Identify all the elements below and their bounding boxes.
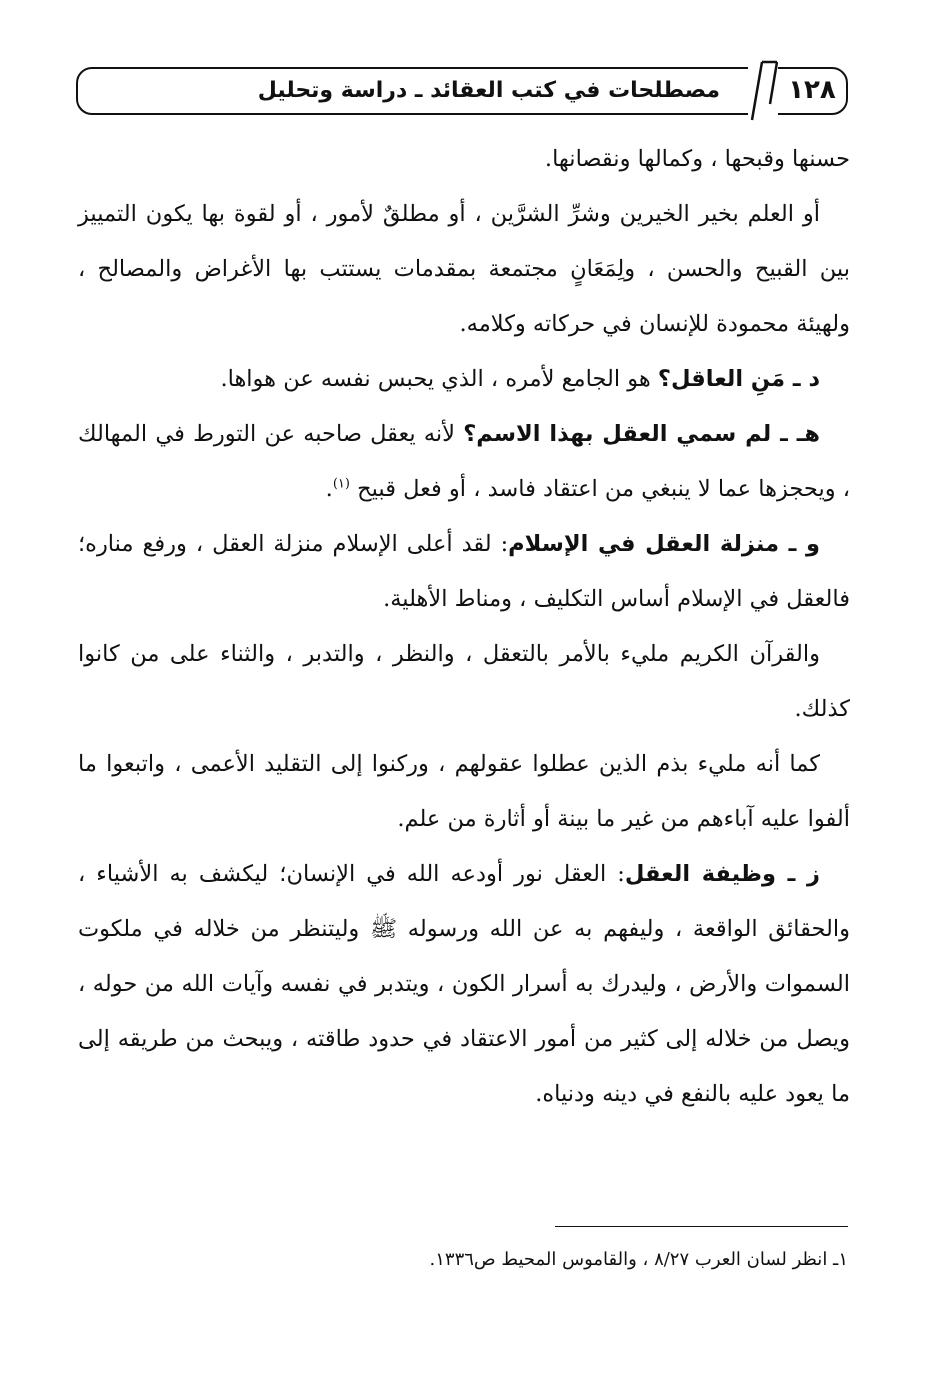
footnote-marker: (١) xyxy=(332,476,350,492)
footnote: ١ـ انظر لسان العرب ٨/٢٧ ، والقاموس المحيط ص١٣٣٦. xyxy=(429,1249,848,1270)
footnote-divider xyxy=(555,1226,848,1227)
paragraph xyxy=(78,187,850,352)
paragraph xyxy=(78,407,850,517)
paragraph-text: حسنها وقبحها ، وكمالها ونقصانها. xyxy=(544,146,850,172)
paragraph-text: : لقد أعلى الإسلام منزلة العقل ، ورفع مناره؛ فالعقل في الإسلام أساس التكليف ، ومناط الأهلية. xyxy=(78,531,850,612)
paragraph xyxy=(78,737,850,847)
paragraph-text: لأنه يعقل صاحبه عن التورط في المهالك ، ويحجزها عما لا ينبغي من اعتقاد فاسد ، أو فعل قبيح xyxy=(78,421,850,502)
paragraph xyxy=(78,517,850,627)
section-term: د ـ مَنِ العاقل؟ xyxy=(657,366,820,392)
running-header-title: مصطلحات في كتب العقائد ـ دراسة وتحليل xyxy=(257,78,720,103)
body-text xyxy=(78,132,850,1122)
paragraph xyxy=(78,627,850,737)
header-divider xyxy=(748,60,778,122)
section-term: ز ـ وظيفة العقل xyxy=(624,861,821,887)
section-term: و ـ منزلة العقل في الإسلام xyxy=(508,531,820,557)
paragraph-text: . xyxy=(325,476,333,502)
page-number: ١٢٨ xyxy=(788,75,836,105)
paragraph xyxy=(78,847,850,1122)
paragraph xyxy=(78,132,850,187)
paragraph-text: أو العلم بخير الخيرين وشرِّ الشرَّين ، أو مطلقٌ لأمور ، أو لقوة بها يكون التمييز بين القبيح والحسن ، ولِمَعَانٍ مجتمعة بمقدمات يستتب بها الأغراض والمصالح ، ولهيئة محمودة للإنسان في حركاته وكلامه. xyxy=(78,201,850,337)
paragraph-text: هو الجامع لأمره ، الذي يحبس نفسه عن هواها. xyxy=(220,366,658,392)
paragraph-text: كما أنه مليء بذم الذين عطلوا عقولهم ، وركنوا إلى التقليد الأعمى ، واتبعوا ما ألفوا عليه آباءهم من غير ما بينة أو أثارة من علم. xyxy=(78,751,850,832)
section-term: هـ ـ لم سمي العقل بهذا الاسم؟ xyxy=(463,421,820,447)
paragraph xyxy=(78,352,850,407)
paragraph-text: : العقل نور أودعه الله في الإنسان؛ ليكشف به الأشياء ، والحقائق الواقعة ، وليفهم به عن الله ورسوله ﷺ وليتنظر من خلاله في ملكوت السموات والأرض ، وليدرك به أسرار الكون ، ويتدبر في نفسه وآيات الله من حوله ، ويصل من خلاله إلى كثير من أمور الاعتقاد في حدود طاقته ، ويبحث من طريقه إلى ما يعود عليه بالنفع في دينه ودنياه. xyxy=(78,861,850,1107)
paragraph-text: والقرآن الكريم مليء بالأمر بالتعقل ، والنظر ، والتدبر ، والثناء على من كانوا كذلك. xyxy=(78,641,850,722)
